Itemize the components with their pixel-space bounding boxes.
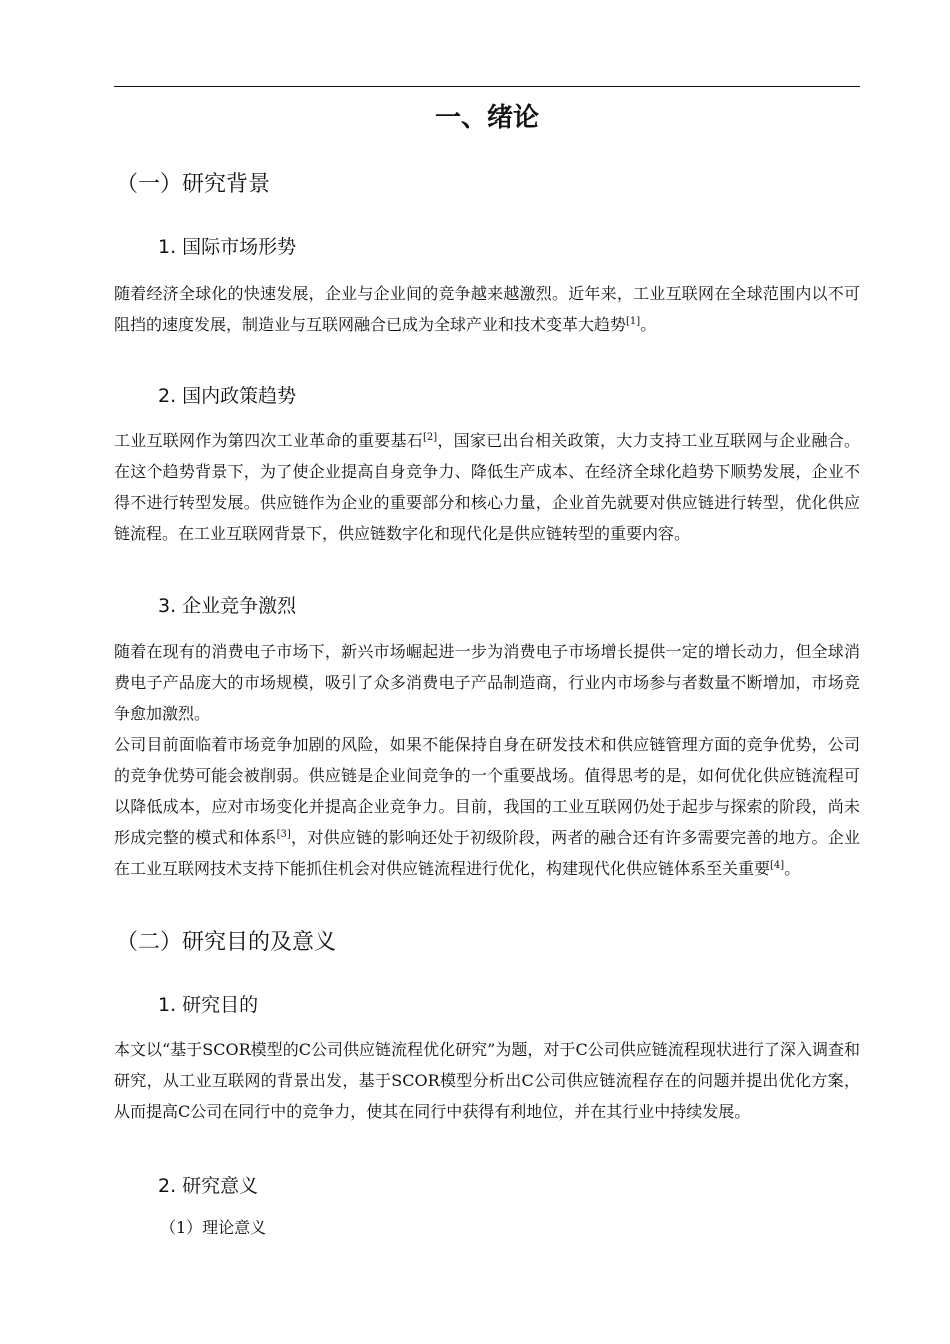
paragraph-text: 随着经济全球化的快速发展，企业与企业间的竞争越来越激烈。近年来，工业互联网在全球范围内以不可阻挡的速度发展，制造业与互联网融合已成为全球产业和技术变革大趋势 (114, 284, 860, 334)
paragraph-text-end: 。 (640, 315, 657, 334)
paragraph-text-end: 。 (784, 859, 801, 878)
paragraph-text-cont: ，对供应链的影响还处于初级阶段，两者的融合还有许多需要完善的地方。企业在工业互联网技术支持下能抓住机会对供应链流程进行优化，构建现代化供应链体系至关重要 (114, 828, 860, 878)
paragraph-domestic-policy (114, 425, 860, 549)
citation-3: [3] (276, 829, 291, 840)
paragraph-competition-2 (114, 729, 860, 884)
citation-1: [1] (626, 316, 641, 327)
subsection-heading-domestic-policy: 2. 国内政策趋势 (158, 385, 297, 407)
subsection-heading-research-purpose: 1. 研究目的 (158, 994, 259, 1016)
paragraph-research-purpose: 本文以“基于SCOR模型的C公司供应链流程优化研究”为题，对于C公司供应链流程现状进行了深入调查和研究，从工业互联网的背景出发，基于SCOR模型分析出C公司供应链流程存在的问题并提出优化方案，从而提高C公司在同行中的竞争力，使其在同行中获得有利地位，并在其行业中持续发展。 (114, 1040, 860, 1121)
section-heading-background: （一）研究背景 (116, 172, 271, 197)
paragraph-text: 工业互联网作为第四次工业革命的重要基石 (114, 431, 423, 450)
subsection-heading-research-significance: 2. 研究意义 (158, 1175, 259, 1197)
paragraph-text-cont: ，国家已出台相关政策，大力支持工业互联网与企业融合。在这个趋势背景下，为了使企业提高自身竞争力、降低生产成本、在经济全球化趋势下顺势发展，企业不得不进行转型发展。供应链作为企业的重要部分和核心力量，企业首先就要对供应链进行转型，优化供应链流程。在工业互联网背景下，供应链数字化和现代化是供应链转型的重要内容。 (114, 431, 860, 543)
chapter-title: 一、绪论 (434, 103, 539, 133)
paragraph-text: 公司目前面临着市场竞争加剧的风险，如果不能保持自身在研发技术和供应链管理方面的竞争优势，公司的竞争优势可能会被削弱。供应链是企业间竞争的一个重要战场。值得思考的是，如何优化供应链流程可以降低成本，应对市场变化并提高企业竞争力。目前，我国的工业互联网仍处于起步与探索的阶段，尚未形成完整的模式和体系 (114, 735, 860, 847)
paragraph-competition-1: 随着在现有的消费电子市场下，新兴市场崛起进一步为消费电子市场增长提供一定的增长动力，但全球消费电子产品庞大的市场规模，吸引了众多消费电子产品制造商，行业内市场参与者数量不断增加，市场竞争愈加激烈。 (114, 642, 860, 723)
citation-2: [2] (422, 432, 438, 443)
subsection-heading-competition: 3. 企业竞争激烈 (158, 595, 297, 617)
header-rule (114, 86, 860, 87)
paragraph-international-market (114, 278, 860, 340)
citation-4: [4] (770, 860, 785, 871)
section-heading-purpose: （二）研究目的及意义 (116, 930, 337, 955)
subsection-heading-international-market: 1. 国际市场形势 (158, 236, 297, 258)
list-item-theoretical-significance: （1）理论意义 (160, 1218, 267, 1237)
